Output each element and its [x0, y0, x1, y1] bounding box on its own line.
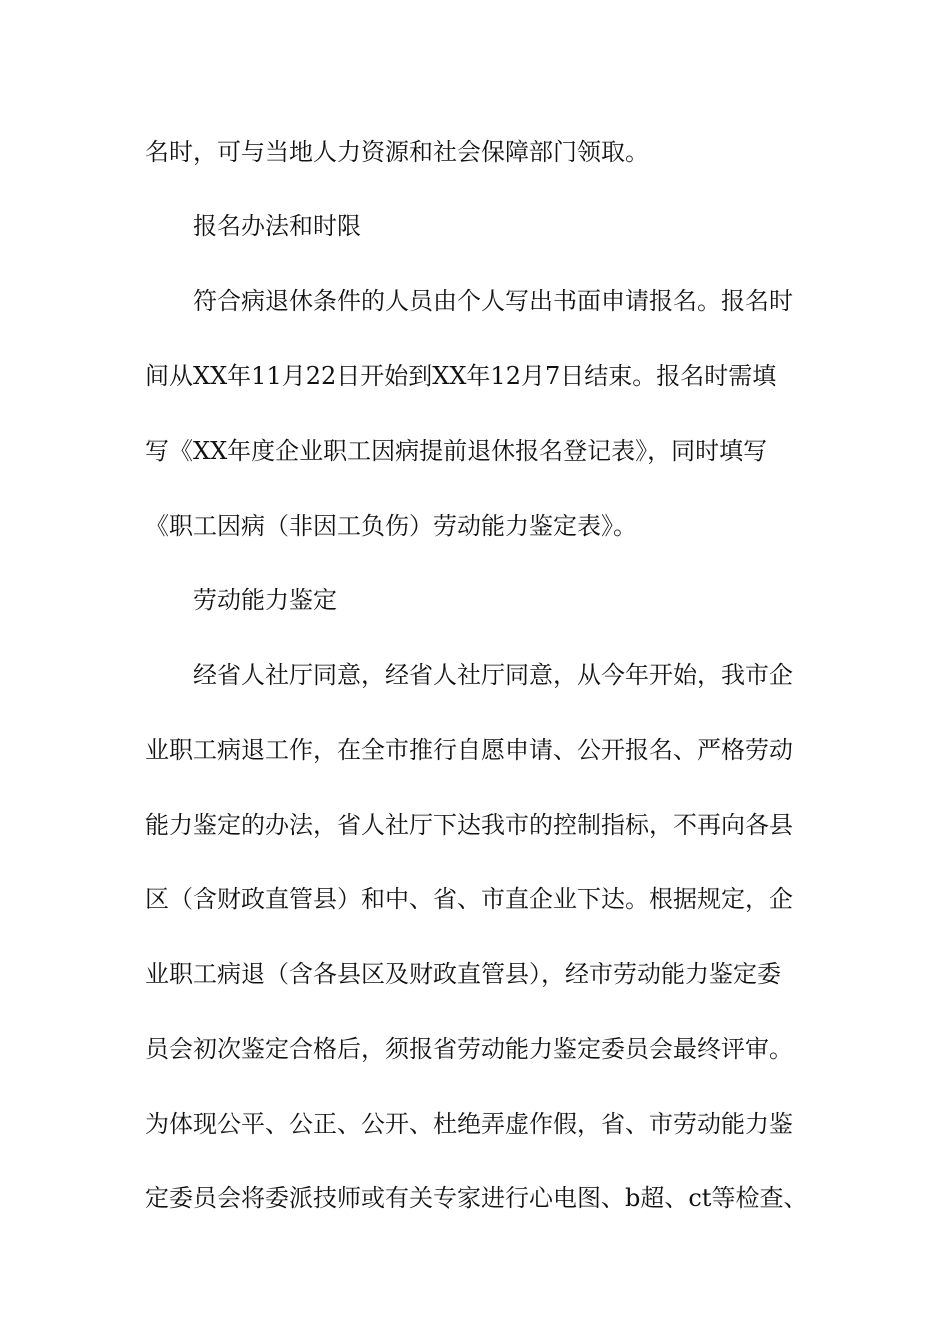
text-line: 写《XX年度企业职工因病提前退休报名登记表》，同时填写 [145, 437, 768, 465]
paragraph-first-line: 符合病退休条件的人员由个人写出书面申请报名。报名时 [193, 287, 793, 315]
text-line: 间从XX年11月22日开始到XX年12月7日结束。报名时需填 [145, 362, 777, 390]
text-line: 《职工因病（非因工负伤）劳动能力鉴定表》。 [145, 512, 637, 540]
text-line: 业职工病退（含各县区及财政直管县），经市劳动能力鉴定委 [145, 960, 781, 988]
paragraph-first-line: 经省人社厅同意，经省人社厅同意，从今年开始，我市企 [193, 661, 793, 689]
text-line: 定委员会将委派技师或有关专家进行心电图、b超、ct等检查、 [145, 1184, 808, 1212]
text-line: 能力鉴定的办法，省人社厅下达我市的控制指标，不再向各县 [145, 811, 793, 839]
section-heading-assessment: 劳动能力鉴定 [193, 586, 337, 614]
text-line: 为体现公平、公正、公开、杜绝弄虚作假，省、市劳动能力鉴 [145, 1110, 793, 1138]
text-line: 业职工病退工作，在全市推行自愿申请、公开报名、严格劳动 [145, 736, 793, 764]
text-line: 员会初次鉴定合格后，须报省劳动能力鉴定委员会最终评审。 [145, 1035, 793, 1063]
text-line: 区（含财政直管县）和中、省、市直企业下达。根据规定，企 [145, 885, 793, 913]
section-heading-registration: 报名办法和时限 [193, 212, 361, 240]
text-line: 名时，可与当地人力资源和社会保障部门领取。 [145, 138, 649, 166]
